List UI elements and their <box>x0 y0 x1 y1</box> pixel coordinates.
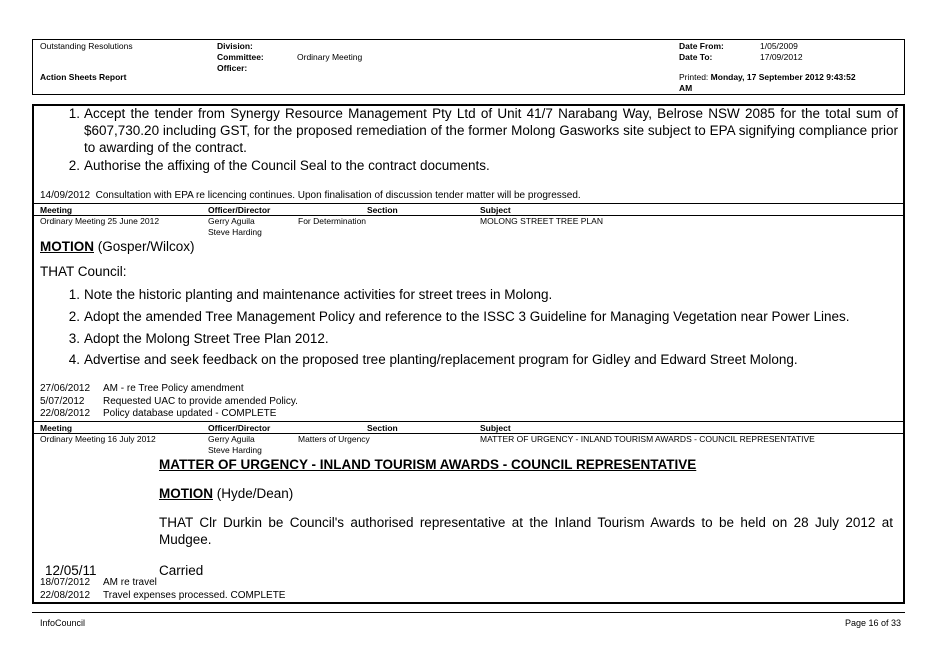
note-date: 14/09/2012 <box>40 190 91 201</box>
page-number: Page 16 of 33 <box>845 618 902 628</box>
block1-item-2: Authorise the affixing of the Council Seal to the contract documents. <box>84 158 490 173</box>
note-date: 22/08/2012 <box>40 590 91 601</box>
date-to-value: 17/09/2012 <box>760 52 803 62</box>
footer-app: InfoCouncil <box>40 618 86 628</box>
resolution-status: Carried <box>159 563 204 578</box>
officer-label: Officer: <box>217 63 248 73</box>
block2-that: THAT Council: <box>40 264 127 279</box>
block2-officer-2: Steve Harding <box>208 227 262 237</box>
note-text: Policy database updated - COMPLETE <box>103 408 277 419</box>
block2-motion <box>40 238 195 255</box>
block3-meeting: Ordinary Meeting 16 July 2012 <box>40 434 156 444</box>
block3-subject: MATTER OF URGENCY - INLAND TOURISM AWARDS - COUNCIL REPRESENTATIVE <box>480 434 815 444</box>
block2-item-3: Adopt the Molong Street Tree Plan 2012. <box>84 331 329 346</box>
col-officer: Officer/Director <box>208 205 271 215</box>
block3-note-2 <box>40 590 285 602</box>
block1-item-1: Accept the tender from Synergy Resource Management Pty Ltd of Unit 41/7 Narabang Way, Belrose NSW 2085 for the total sum of $607,730.20 including GST, for the proposed remediation of the former Molong Gasworks site subject to EPA signifying compliance prior to awarding of the contract. <box>84 106 898 155</box>
col-section: Section <box>367 423 398 433</box>
divider <box>34 421 903 422</box>
report-type: Outstanding Resolutions <box>40 41 133 51</box>
col-section: Section <box>367 205 398 215</box>
divider <box>34 215 903 216</box>
committee-value: Ordinary Meeting <box>297 52 363 62</box>
block2-note-2 <box>40 396 298 408</box>
printed-ampm: AM <box>679 83 693 93</box>
note-text: Travel expenses processed. COMPLETE <box>103 590 286 601</box>
motion-movers: (Hyde/Dean) <box>213 486 294 501</box>
block2-item-2: Adopt the amended Tree Management Policy and reference to the ISSC 3 Guideline for Managing Vegetation near Power Lines. <box>84 309 850 324</box>
note-text: Requested UAC to provide amended Policy. <box>103 396 298 407</box>
note-date: 5/07/2012 <box>40 396 85 407</box>
block3-officer-2: Steve Harding <box>208 445 262 455</box>
printed-value: Monday, 17 September 2012 9:43:52 <box>710 72 856 82</box>
resolution-number: 12/05/11 <box>45 563 97 578</box>
block3-heading: MATTER OF URGENCY - INLAND TOURISM AWARDS - COUNCIL REPRESENTATIVE <box>159 457 697 472</box>
note-text: AM re travel <box>103 577 157 588</box>
block1-note <box>40 190 581 202</box>
block3-resolution: THAT Clr Durkin be Council's authorised representative at the Inland Tourism Awards to be held on 28 July 2012 at Mudgee. <box>159 515 893 547</box>
col-meeting: Meeting <box>40 205 73 215</box>
col-subject: Subject <box>480 423 511 433</box>
block2-note-3 <box>40 408 276 420</box>
block2-subject: MOLONG STREET TREE PLAN <box>480 216 603 226</box>
note-date: 18/07/2012 <box>40 577 91 588</box>
block2-item-1: Note the historic planting and maintenance activities for street trees in Molong. <box>84 287 553 302</box>
note-date: 22/08/2012 <box>40 408 91 419</box>
block2-note-1 <box>40 383 244 395</box>
block2-item-4: Advertise and seek feedback on the proposed tree planting/replacement program for Gidley and Edward Street Molong. <box>84 352 798 367</box>
block3-motion <box>159 485 293 502</box>
division-label: Division: <box>217 41 253 51</box>
note-text: Consultation with EPA re licencing continues. Upon finalisation of discussion tender matter will be progressed. <box>95 190 581 201</box>
motion-label: MOTION <box>40 239 94 254</box>
block3-note-1 <box>40 577 157 589</box>
printed-row <box>679 72 856 83</box>
block3-officer-1: Gerry Aguila <box>208 434 255 444</box>
motion-label: MOTION <box>159 486 213 501</box>
divider <box>34 203 903 204</box>
committee-label: Committee: <box>217 52 264 62</box>
col-subject: Subject <box>480 205 511 215</box>
col-officer: Officer/Director <box>208 423 271 433</box>
note-text: AM - re Tree Policy amendment <box>103 383 244 394</box>
date-from-value: 1/05/2009 <box>760 41 798 51</box>
block2-officer-1: Gerry Aguila <box>208 216 255 226</box>
block2-section: For Determination <box>298 216 367 226</box>
printed-label: Printed: <box>679 72 709 82</box>
col-meeting: Meeting <box>40 423 73 433</box>
date-to-label: Date To: <box>679 52 713 62</box>
motion-movers: (Gosper/Wilcox) <box>94 239 195 254</box>
block3-section: Matters of Urgency <box>298 434 370 444</box>
footer-rule <box>32 612 905 613</box>
block2-meeting: Ordinary Meeting 25 June 2012 <box>40 216 160 226</box>
report-title: Action Sheets Report <box>40 72 127 82</box>
note-date: 27/06/2012 <box>40 383 91 394</box>
date-from-label: Date From: <box>679 41 724 51</box>
